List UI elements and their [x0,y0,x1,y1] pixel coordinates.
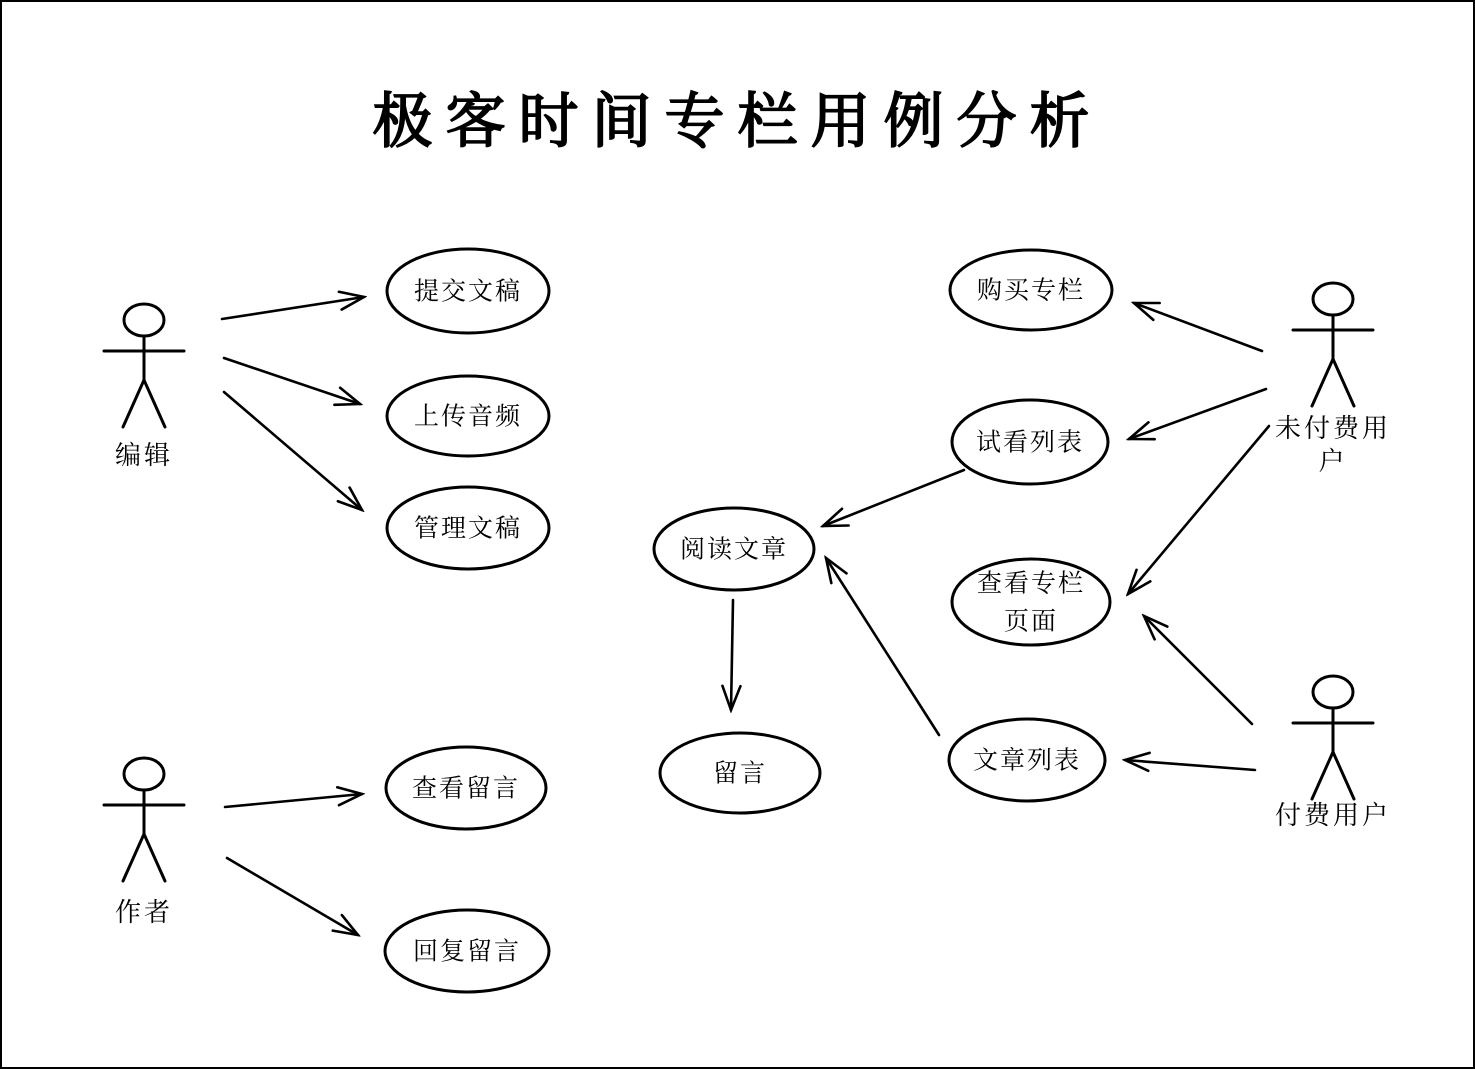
edge-article-list-to-read-article [826,558,939,735]
use-case-label: 查看专栏 [976,568,1086,598]
use-case-label: 页面 [1003,606,1059,636]
use-case-label: 文章列表 [972,745,1082,775]
actor-head [1313,283,1353,315]
use-case-trial-list [952,400,1108,484]
use-case-buy-column [950,250,1112,330]
edge-unpaid-user-to-buy-column [1134,303,1262,351]
edge-unpaid-user-to-view-column-page [1128,426,1269,594]
use-case-view-comments [386,747,546,829]
use-case-label: 试看列表 [975,427,1085,457]
use-case-article-list [949,719,1105,801]
edge-read-article-to-leave-comment [731,600,733,710]
actor-left-leg [1312,752,1333,799]
edge-author-to-view-comments [225,794,362,807]
use-case-label: 阅读文章 [679,534,789,564]
use-case-label: 购买专栏 [976,275,1086,305]
use-case-reply-comments [385,910,549,992]
use-case-leave-comment [660,733,820,813]
actor-paid-user [1275,676,1391,831]
actor-left-leg [123,834,144,881]
edge-paid-user-to-view-column-page [1144,616,1252,724]
edge-editor-to-manage-draft [224,392,362,510]
actor-unpaid-user [1275,283,1391,477]
actor-right-leg [144,380,165,427]
diagram-title: 极客时间专栏用例分析 [372,87,1103,157]
use-case-label: 提交文稿 [413,276,523,306]
actor-left-leg [1312,359,1333,406]
use-case-label: 上传音频 [413,401,523,431]
edge-paid-user-to-article-list [1125,760,1255,770]
use-case-label: 回复留言 [412,936,522,966]
actor-label: 户 [1318,447,1348,477]
actor-head [124,758,164,790]
use-case-manage-draft [387,487,549,569]
actor-label: 作者 [114,898,174,928]
edge-unpaid-user-to-trial-list [1129,389,1266,439]
use-case-label: 查看留言 [411,773,521,803]
actor-right-leg [1333,752,1354,799]
use-case-upload-audio [387,376,549,456]
edge-trial-list-to-read-article [823,470,964,526]
actor-editor [104,304,184,471]
actor-author [104,758,184,928]
actor-head [1313,676,1353,708]
use-case-label: 管理文稿 [413,513,523,543]
edge-editor-to-upload-audio [224,358,360,404]
use-case-read-article [654,508,814,590]
actor-right-leg [1333,359,1354,406]
actor-head [124,304,164,336]
edge-editor-to-submit-draft [222,297,364,319]
actor-right-leg [144,834,165,881]
edge-author-to-reply-comments [227,858,358,935]
use-case-label: 留言 [712,758,768,788]
actor-left-leg [123,380,144,427]
actor-label: 付费用户 [1274,801,1392,831]
actor-label: 未付费用 [1274,414,1392,444]
use-case-submit-draft [387,249,549,333]
actor-label: 编辑 [114,441,174,471]
use-case-view-column-page [952,559,1110,645]
use-case-diagram [2,2,1475,1069]
